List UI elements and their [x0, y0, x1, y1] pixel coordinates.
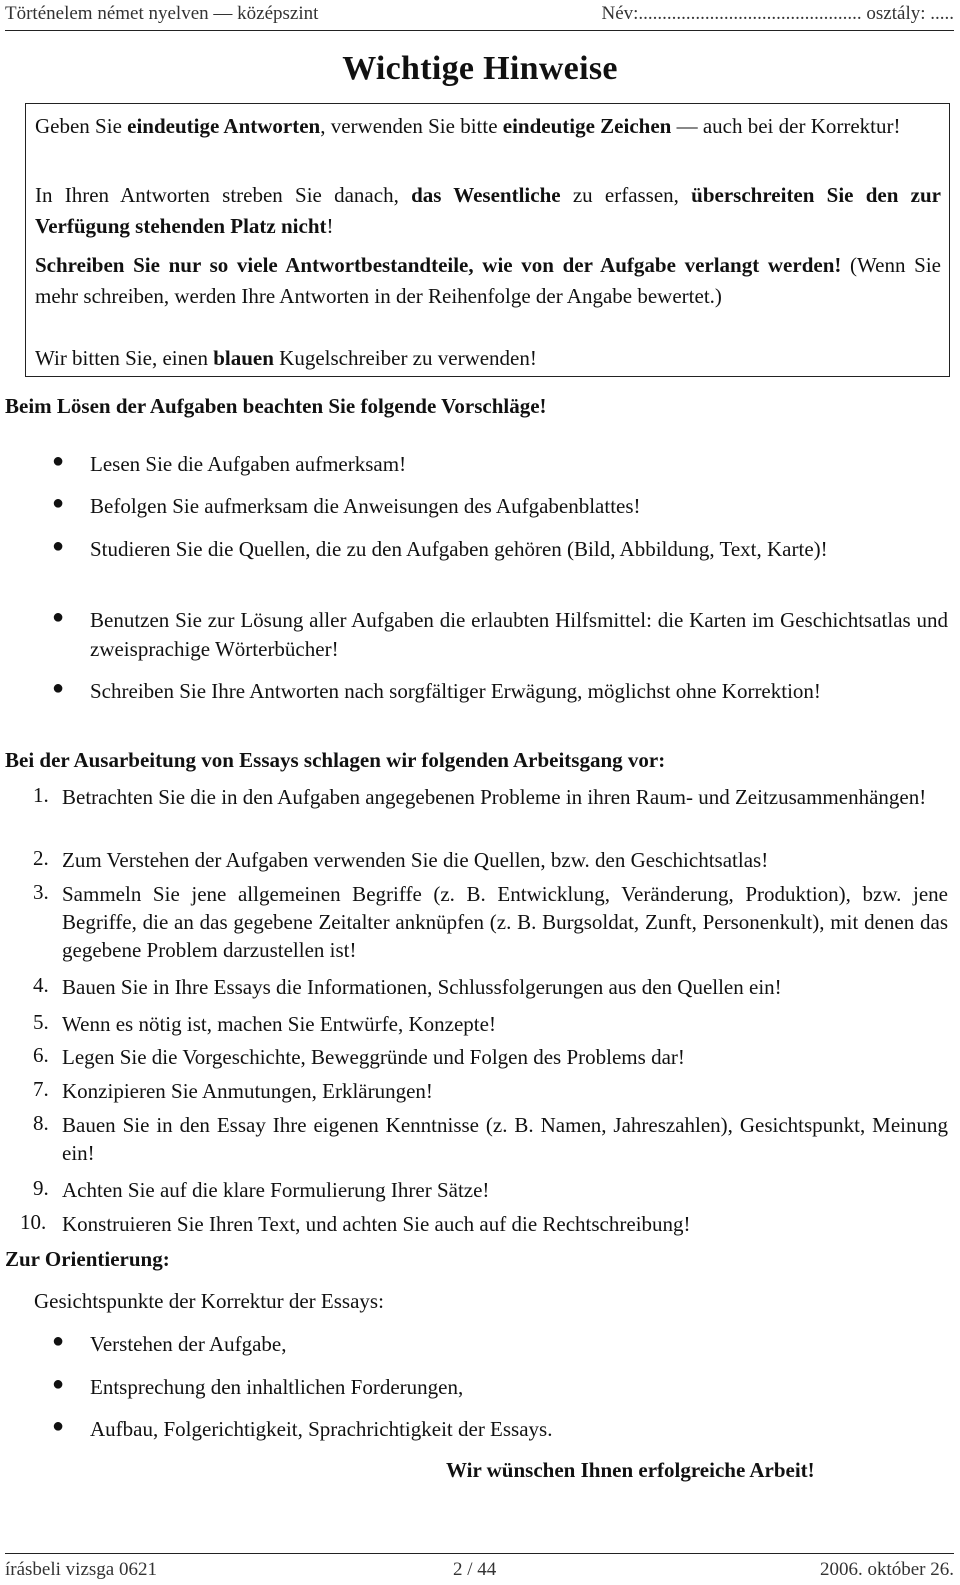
bold-text-run: blauen: [213, 346, 274, 370]
step-text: Sammeln Sie jene allgemeinen Begriffe (z. B. Entwicklung, Veränderung, Produktion), bzw. jene Begriffe, die an das gegebene Zeitalter anknüpfen (z. B. Burgsoldat, Zunft, Personenkult), mit denen das gegebene Problem darzustellen ist!: [62, 882, 948, 962]
header-subject: Történelem német nyelven — középszint: [5, 3, 319, 24]
bullet-icon: ●: [52, 492, 65, 514]
page-header: [5, 0, 954, 31]
closing-wish: Wir wünschen Ihnen erfolgreiche Arbeit!: [446, 1458, 815, 1482]
step-number: 10.: [20, 1210, 47, 1234]
section-heading-essay-workflow: Bei der Ausarbeitung von Essays schlagen wir folgenden Arbeitsgang vor:: [5, 748, 666, 772]
list-item-text: Studieren Sie die Quellen, die zu den Aufgaben gehören (Bild, Abbildung, Text, Karte)!: [90, 537, 828, 561]
bullet-icon: ●: [52, 1373, 65, 1395]
page-footer: [5, 1553, 954, 1584]
footer-exam-code: írásbeli vizsga 0621: [5, 1559, 157, 1580]
bold-text-run: Schreiben Sie nur so viele Antwortbestandteile, wie von der Aufgabe verlangt werden!: [35, 253, 842, 277]
text-run: — auch bei der Korrektur!: [671, 114, 901, 138]
step-text: Wenn es nötig ist, machen Sie Entwürfe, Konzepte!: [62, 1012, 496, 1036]
list-item-text: Befolgen Sie aufmerksam die Anweisungen des Aufgabenblattes!: [90, 494, 641, 518]
notice-paragraph-1: [35, 111, 941, 142]
bullet-icon: ●: [52, 1415, 65, 1437]
orientation-intro: Gesichtspunkte der Korrektur der Essays:: [34, 1289, 384, 1313]
bullet-icon: ●: [52, 535, 65, 557]
text-run: , verwenden Sie bitte: [320, 114, 503, 138]
step-number: 2.: [33, 846, 49, 870]
section-heading-suggestions: Beim Lösen der Aufgaben beachten Sie folgende Vorschläge!: [5, 394, 547, 418]
bullet-icon: ●: [52, 450, 65, 472]
step-text: Zum Verstehen der Aufgaben verwenden Sie die Quellen, bzw. den Geschichtsatlas!: [62, 848, 769, 872]
list-item-text: Aufbau, Folgerichtigkeit, Sprachrichtigkeit der Essays.: [90, 1417, 553, 1441]
step-text: Achten Sie auf die klare Formulierung Ihrer Sätze!: [62, 1178, 490, 1202]
bold-text-run: eindeutige Antworten: [127, 114, 321, 138]
step-text: Bauen Sie in Ihre Essays die Informationen, Schlussfolgerungen aus den Quellen ein!: [62, 975, 782, 999]
step-text: Bauen Sie in den Essay Ihre eigenen Kenntnisse (z. B. Namen, Jahreszahlen), Gesichtspunkt, Meinung ein!: [62, 1113, 948, 1165]
step-text: Legen Sie die Vorgeschichte, Beweggründe und Folgen des Problems dar!: [62, 1045, 685, 1069]
list-item-text: Lesen Sie die Aufgaben aufmerksam!: [90, 452, 407, 476]
step-number: 7.: [33, 1077, 49, 1101]
page-title: Wichtige Hinweise: [342, 50, 618, 87]
bold-text-run: das Wesentliche: [411, 183, 561, 207]
text-run: (Wenn Sie mehr schreiben, werden Ihre Antworten in der Reihenfolge der Angabe bewertet.): [35, 253, 941, 308]
text-run: zu erfassen,: [560, 183, 692, 207]
text-run: In Ihren Antworten streben Sie danach,: [35, 183, 412, 207]
step-number: 8.: [33, 1111, 49, 1135]
list-item-text: Benutzen Sie zur Lösung aller Aufgaben die erlaubten Hilfsmittel: die Karten im Geschichtsatlas und zweisprachige Wörterbücher!: [90, 608, 948, 661]
text-run: Geben Sie: [35, 114, 128, 138]
bullet-icon: ●: [52, 606, 65, 628]
step-number: 5.: [33, 1010, 49, 1034]
list-item-text: Entsprechung den inhaltlichen Forderungen,: [90, 1375, 464, 1399]
header-name-class-field: Név:............................................... osztály: .....: [601, 3, 954, 24]
step-number: 1.: [33, 783, 49, 807]
notice-paragraph-3: [35, 250, 941, 312]
step-text: Betrachten Sie die in den Aufgaben angegebenen Probleme in ihren Raum- und Zeitzusammenhängen!: [62, 785, 927, 809]
text-run: !: [326, 214, 334, 238]
notice-paragraph-2: [35, 180, 941, 242]
footer-page-number: 2 / 44: [453, 1559, 497, 1580]
text-run: Wir bitten Sie, einen: [35, 346, 214, 370]
list-item-text: Schreiben Sie Ihre Antworten nach sorgfältiger Erwägung, möglichst ohne Korrektion!: [90, 679, 821, 703]
bullet-icon: ●: [52, 677, 65, 699]
bold-text-run: eindeutige Zeichen: [502, 114, 672, 138]
list-item-text: Verstehen der Aufgabe,: [90, 1332, 287, 1356]
step-number: 3.: [33, 880, 49, 904]
notice-box: [25, 103, 950, 377]
notice-paragraph-4: [35, 346, 941, 370]
bold-text-run: überschreiten Sie den zur Verfügung stehenden Platz nicht: [35, 183, 941, 238]
step-number: 9.: [33, 1176, 49, 1200]
step-number: 6.: [33, 1043, 49, 1067]
text-run: Kugelschreiber zu verwenden!: [273, 346, 537, 370]
footer-date: 2006. október 26.: [819, 1559, 954, 1580]
section-heading-orientation: Zur Orientierung:: [5, 1247, 170, 1271]
step-text: Konzipieren Sie Anmutungen, Erklärungen!: [62, 1079, 433, 1103]
bullet-icon: ●: [52, 1330, 65, 1352]
step-number: 4.: [33, 973, 49, 997]
step-text: Konstruieren Sie Ihren Text, und achten Sie auch auf die Rechtschreibung!: [62, 1212, 691, 1236]
